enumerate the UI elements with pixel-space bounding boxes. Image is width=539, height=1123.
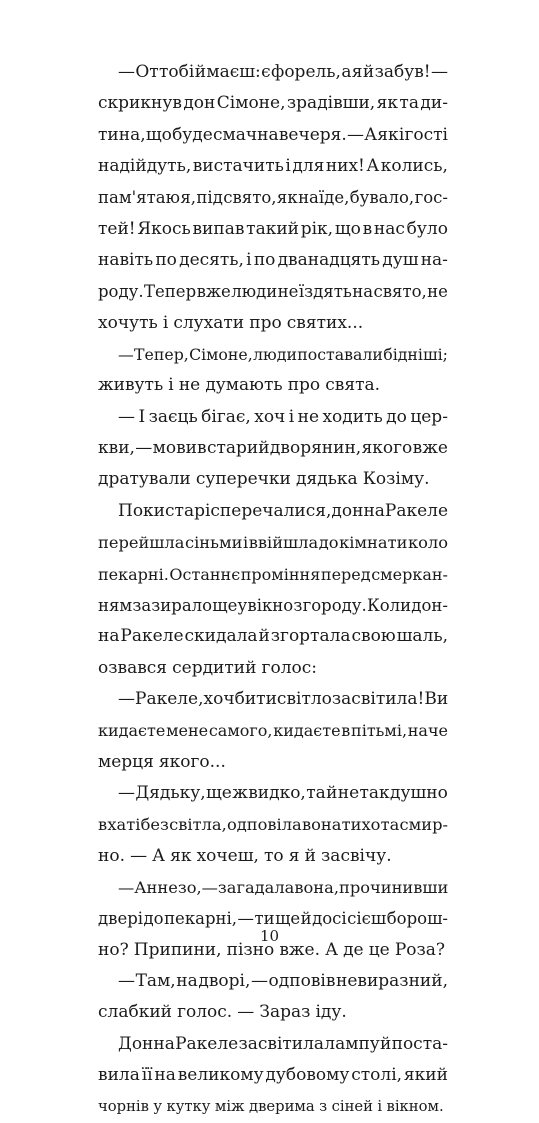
text-line: вила її на великому дубовому столі, який <box>98 1065 448 1085</box>
text-line: Донна Ракеле засвітила лампу й поста- <box>118 1033 448 1054</box>
text-line: — Там, на дворі, — одповів невиразний, <box>118 970 448 991</box>
text-line: слабкий голос. — Зараз іду. <box>98 1002 347 1023</box>
text-line: на Ракеле скидала й згортала свою шаль, <box>98 626 448 647</box>
text-line: Поки старі сперечалися, донна Ракеле <box>118 500 449 521</box>
text-line: озвався сердитий голос: <box>98 657 317 678</box>
text-line: хочуть і слухати про святих... <box>98 312 364 333</box>
text-line: навіть по десять, і по дванадцять душ на- <box>98 250 448 271</box>
page-number: 10 <box>259 927 280 945</box>
text-line: перейшла сіньми і ввійшла до кімнати коло <box>98 533 448 553</box>
text-line: — Дядьку, ще ж видко, та й не так душно <box>118 782 448 803</box>
text-line: ням зазирало ще у вікно з городу. Коли дон- <box>98 595 448 615</box>
body-text <box>98 57 448 1123</box>
text-line: — От тобі й маєш: є форель, а я й забув! — <box>118 62 448 82</box>
text-line: двері до пекарні, — ти ще й досі сієш борош- <box>98 909 448 929</box>
text-line: пекарні. Останнє проміння перед смеркан- <box>98 564 448 584</box>
text-line: кидаєте мене самого, кидаєте в пітьмі, наче <box>98 721 448 741</box>
text-line: в хаті без світла, одповіла вона тихо та смир- <box>98 815 448 835</box>
text-line: тина, що буде смачна вечеря. — А як і гості <box>98 124 448 145</box>
text-line: — Аннезо, — загадала вона, прочинивши <box>118 877 449 897</box>
text-line: дратували суперечки дядька Козіму. <box>98 469 430 490</box>
text-line: роду. Тепер вже люди не їздять на свято, не <box>98 282 448 302</box>
text-line: но? Припини, пізно вже. А де це Роза? <box>98 939 446 960</box>
text-line: кви, — мовив старий дворянин, якого вже <box>98 438 448 459</box>
text-line: мерця якого... <box>98 751 226 772</box>
text-line: — Ракеле, хоч би ти світло засвітила! Ви <box>118 688 449 709</box>
text-line: тей! Якось випав такий рік, що в нас було <box>98 218 448 239</box>
text-line: но. — А як хочеш, то я й засвічу. <box>98 845 392 866</box>
text-line: живуть і не думають про свята. <box>98 375 381 396</box>
text-line: надійдуть, вистачить і для них! А колись, <box>98 156 448 177</box>
text-line: — Тепер, Сімоне, люди поставали бідніші; <box>118 345 448 365</box>
text-line: скрикнув дон Сімоне, зрадівши, як та ди- <box>98 93 448 114</box>
text-line: — І заєць бігає, хоч і не ходить до цер- <box>118 406 448 427</box>
text-line: пам'ятаю я, під свято, як наїде, бувало, гос- <box>98 188 448 208</box>
text-line: чорнів у кутку між дверима з сіней і вікном. <box>98 1098 444 1116</box>
